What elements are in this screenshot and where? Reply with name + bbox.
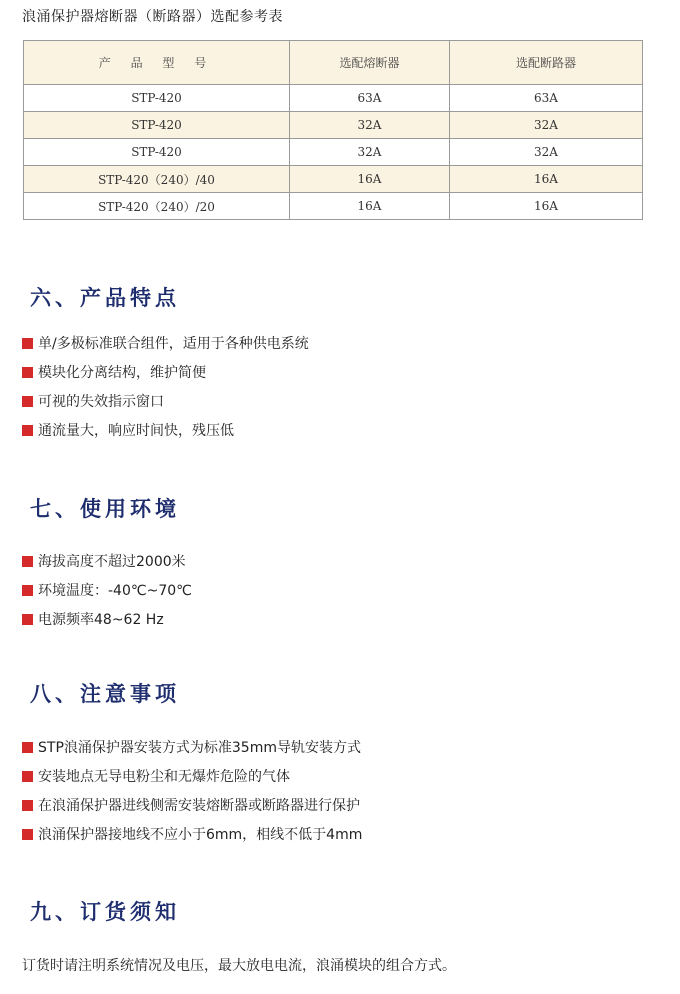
cell-model: STP-420 xyxy=(24,85,290,112)
square-bullet-icon xyxy=(22,396,33,407)
square-bullet-icon xyxy=(22,800,33,811)
header-model: 产 品 型 号 xyxy=(24,41,290,85)
list-item: 通流量大，响应时间快，残压低 xyxy=(22,420,234,440)
header-fuse: 选配熔断器 xyxy=(290,41,450,85)
list-item: 浪涌保护器接地线不应小于6mm，相线不低于4mm xyxy=(22,824,362,844)
square-bullet-icon xyxy=(22,585,33,596)
cell-breaker: 16A xyxy=(450,166,643,193)
cell-model: STP-420 xyxy=(24,139,290,166)
list-item: 安装地点无导电粉尘和无爆炸危险的气体 xyxy=(22,766,290,786)
section-title-features: 六、产品特点 xyxy=(30,285,180,310)
table-row xyxy=(24,166,643,193)
square-bullet-icon xyxy=(22,556,33,567)
cell-breaker: 32A xyxy=(450,139,643,166)
table-row xyxy=(24,139,643,166)
cell-breaker: 32A xyxy=(450,112,643,139)
square-bullet-icon xyxy=(22,771,33,782)
table-row xyxy=(24,112,643,139)
cell-breaker: 63A xyxy=(450,85,643,112)
cell-model: STP-420（240）/20 xyxy=(24,193,290,220)
list-item: 模块化分离结构，维护简便 xyxy=(22,362,206,382)
list-item: 在浪涌保护器进线侧需安装熔断器或断路器进行保护 xyxy=(22,795,360,815)
cell-model: STP-420 xyxy=(24,112,290,139)
header-breaker: 选配断路器 xyxy=(450,41,643,85)
cell-breaker: 16A xyxy=(450,193,643,220)
square-bullet-icon xyxy=(22,425,33,436)
list-item: 环境温度：-40℃~70℃ xyxy=(22,580,192,600)
table-row xyxy=(24,193,643,220)
cell-fuse: 16A xyxy=(290,193,450,220)
list-item: 电源频率48~62 Hz xyxy=(22,609,164,629)
table-header-row xyxy=(24,41,643,85)
cell-fuse: 32A xyxy=(290,112,450,139)
list-item: 可视的失效指示窗口 xyxy=(22,391,164,411)
section-title-environment: 七、使用环境 xyxy=(30,496,180,521)
square-bullet-icon xyxy=(22,829,33,840)
cell-model: STP-420（240）/40 xyxy=(24,166,290,193)
cell-fuse: 32A xyxy=(290,139,450,166)
selection-table xyxy=(23,40,643,220)
list-item: 海拔高度不超过2000米 xyxy=(22,551,186,571)
section-title-notes: 八、注意事项 xyxy=(30,681,180,706)
table-caption: 浪涌保护器熔断器（断路器）选配参考表 xyxy=(22,9,283,25)
list-item: STP浪涌保护器安装方式为标准35mm导轨安装方式 xyxy=(22,737,361,757)
square-bullet-icon xyxy=(22,742,33,753)
table-row xyxy=(24,85,643,112)
cell-fuse: 63A xyxy=(290,85,450,112)
ordering-paragraph: 订货时请注明系统情况及电压，最大放电电流，浪涌模块的组合方式。 xyxy=(22,958,456,974)
square-bullet-icon xyxy=(22,338,33,349)
square-bullet-icon xyxy=(22,614,33,625)
list-item: 单/多极标准联合组件，适用于各种供电系统 xyxy=(22,333,309,353)
square-bullet-icon xyxy=(22,367,33,378)
section-title-ordering: 九、订货须知 xyxy=(30,899,180,924)
cell-fuse: 16A xyxy=(290,166,450,193)
